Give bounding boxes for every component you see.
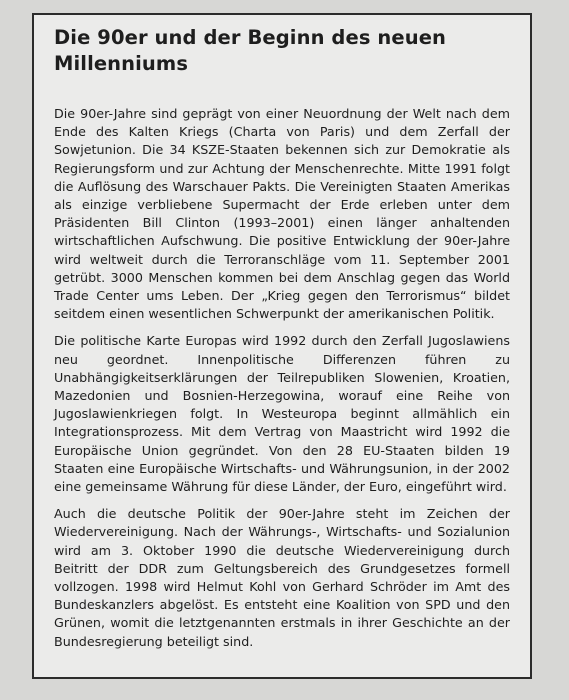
- panel-title: Die 90er und der Beginn des neuen Millenniums: [54, 26, 447, 75]
- paragraph-europe: Die politische Karte Europas wird 1992 durch den Zerfall Jugoslawiens neu geordnet. Innenpolitische Differenzen führen zu Unabhängigkeitserklärungen der Teilrepubliken Slowenien, Kroatien, Mazedonien und Bosnien-Herzegowina, worauf eine Reihe von Jugoslawienkriegen folgt. In Westeuropa beginnt allmählich ein Integrationsprozess. Mit dem Vertrag von Maastricht wird 1992 die Europäische Union gegründet. Von den 28 EU-Staaten bilden 19 Staaten eine Europäische Wirtschafts- und Währungsunion, in der 2002 eine gemeinsame Währung für diese Länder, der Euro, eingeführt wird.: [54, 333, 510, 495]
- paragraph-germany: Auch die deutsche Politik der 90er-Jahre steht im Zeichen der Wiedervereinigung. Nach der Währungs-, Wirtschafts- und Sozialunion wird am 3. Oktober 1990 die deutsche Wiedervereinigung durch Beitritt der DDR zum Geltungsbereich des Grundgesetzes formell vollzogen. 1998 wird Helmut Kohl von Gerhard Schröder im Amt des Bundeskanzlers abgelöst. Es entsteht eine Koalition von SPD und den Grünen, womit die letztgenannten erstmals in ihrer Geschichte an der Bundesregierung beteiligt sind.: [54, 506, 510, 649]
- info-panel: [32, 13, 532, 679]
- paragraph-world-politics: Die 90er-Jahre sind geprägt von einer Neuordnung der Welt nach dem Ende des Kalten Kriegs (Charta von Paris) und dem Zerfall der Sowjetunion. Die 34 KSZE-Staaten bekennen sich zur Demokratie als Regierungsform und zur Achtung der Menschenrechte. Mitte 1991 folgt die Auflösung des Warschauer Pakts. Die Vereinigten Staaten Amerikas als einzige verbliebene Supermacht der Erde erleben unter dem Präsidenten Bill Clinton (1993–2001) einen länger anhaltenden wirtschaftlichen Aufschwung. Die positive Entwicklung der 90er-Jahre wird weltweit durch die Terroranschläge vom 11. September 2001 getrübt. 3000 Menschen kommen bei dem Anschlag gegen das World Trade Center ums Leben. Der „Krieg gegen den Terrorismus“ bildet seitdem einen wesentlichen Schwerpunkt der amerikanischen Politik.: [54, 106, 510, 322]
